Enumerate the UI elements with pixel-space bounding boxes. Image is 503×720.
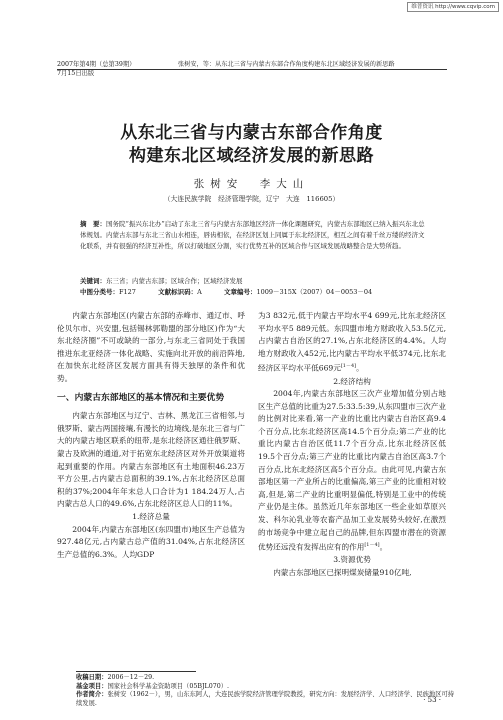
intro-paragraph: 内蒙古东部地区(内蒙古东部的赤峰市、通辽市、呼伦贝尔市、兴安盟,包括锡林郭勒盟的部分地区)作为“大东北经济圈”不可或缺的一部分,与东北三省同处于我国推进东北亚经济一体化战略、实施向北开放的前沿阵地,在加快东北经济区发展方面具有得天独厚的条件和优势。	[57, 311, 245, 383]
affiliation: （大连民族学院 经济管理学院，辽宁 大连 116605）	[163, 195, 340, 203]
page-number: · 53 ·	[423, 696, 441, 704]
publish-date: 7月15日出版	[57, 70, 95, 77]
received-date: 2006－12－29.	[107, 674, 155, 681]
section-heading-1: 一、内蒙古东部地区的基本情况和主要优势	[57, 392, 225, 403]
economic-total-paragraph: 2004年,内蒙古东部地区(东四盟市)地区生产总值为927.48亿元,占内蒙古总产值的31.04%,占东北经济区生产总值的6.3%。人均GDP	[57, 524, 245, 559]
received-label: 收稿日期：	[76, 674, 108, 681]
author-bio-label: 作者简介：	[76, 691, 108, 699]
citation-ref: [1－4]	[340, 363, 357, 370]
subheading-resource-advantage: 3.资源优势	[333, 555, 371, 565]
doc-code-label: 文献标识码：	[158, 288, 198, 296]
keywords-text: 东三省；内蒙古东部；区域合作；区域经济发展	[106, 277, 243, 285]
title-line-2: 构建东北区域经济发展的新思路	[129, 146, 374, 166]
abstract-text: 国务院“振兴东北办”启动了东北三省与内蒙古东部地区经济一体化课题研究，内蒙古东部地区已纳入振兴东北总体规划。内蒙古东部与东北三省山水相连，唇齿相依，在经济区划上同属于东北经济区，相互之间有着千丝万缕的经济文化联系，并有很强的经济互补性，所以打破地区分割，实行优势互补的区域合作与区域发展战略整合是大势所趋。	[80, 220, 425, 250]
resource-paragraph: 内蒙古东部地区已探明煤炭储量910亿吨,	[273, 567, 412, 577]
fund-label: 基金项目：	[76, 682, 108, 690]
citation-ref: [1－4]	[364, 542, 380, 549]
left-column	[57, 310, 245, 561]
abstract-label: 摘 要：	[80, 220, 106, 228]
structure-paragraph: 2004年,内蒙古东部地区三次产业增加值分别占地区生产总值的比重为27.5:33.5:39,从东四盟市三次产业的比例对比来看,第一产业的比重比内蒙古自治区高9.4个百分点,比东北经济区高14.5个百分点;第二产业的比重比内蒙古自治区低11.7个百分点,比东北经济区低19.5个百分点;第三产业的比重比内蒙古自治区高3.7个百分点,比东北经济区高5个百分点。由此可见,内蒙古东部地区第一产业所占的比重偏高,第三产业的比重相对较高,但是,第二产业的比重明显偏低,特别是工业中的传统产业仍是主体。虽然近几年东部地区一些企业如草原兴发、科尔沁乳业等农畜产品加工业发展势头较好,在激烈的市场竞争中建立起自己的品牌,但东四盟市潜在的资源优势还远没有发挥出应有的作用	[258, 389, 446, 552]
title-line-1: 从东北三省与内蒙古东部合作角度	[120, 123, 383, 143]
clc-value: F127	[119, 288, 136, 296]
keywords	[80, 276, 425, 286]
subheading-economic-total: 1.经济总量	[132, 511, 170, 521]
footnote-rule	[76, 671, 196, 672]
running-title: 张树安，等：从东北三省与内蒙古东部合作角度构建东北区域经济发展的新思路	[178, 61, 395, 68]
article-number-label: 文章编号：	[223, 288, 257, 296]
classification-line	[80, 287, 425, 297]
article-number-value: 1009－315X（2007）04－0053－04	[256, 288, 373, 296]
journal-issue: 2007年第4期（总第39期）	[57, 61, 136, 68]
right-column: 为3 832元,低于内蒙古平均水平4 699元,比东北经济区平均水平5 889元低。东四盟市地方财政收入53.5亿元,占内蒙古自治区的27.1%,占东北经济区的4.4%。人均地方财政收入452元,比内蒙古平均水平低374元,比东北经济区平均水平低669元[1－4]。 2.经济结构 2004年,内蒙古东部地区三次产业增加值分别占地区生产总值的比重为27.5:33.5:39,从东四盟市三次产业的比例对比来看,第一产业的比重比内蒙古自治区高9.4个百分点,比东北经济区高14.5个百分点;第二产业的比重比内蒙古自治区低11.7个百分点,比东北经济区低19.5个百分点;第三产业的比重比内蒙古自治区高3.7个百分点,比东北经济区高5个百分点。由此可见,内蒙古东部地区第一产业所占的比重偏高,第三产业的比重相对较高,但是,第二产业的比重明显偏低,特别是工业中的传统产业仍是主体。虽然近几年东部地区一些企业如草原兴发、科尔沁乳业等农畜产品加工业发展势头较好,在激烈的市场竞争中建立起自己的品牌,但东四盟市潜在的资源优势还远没有发挥出应有的作用[1－4]。 3.资源优势 内蒙古东部地区已探明煤炭储量910亿吨,	[258, 310, 446, 580]
watermark: 维普资讯 http://www.cqvip.com	[407, 2, 499, 12]
abstract	[80, 219, 425, 252]
keywords-label: 关键词：	[80, 277, 106, 285]
header-rule	[57, 69, 447, 70]
clc-label: 中图分类号：	[80, 288, 119, 296]
footnote	[76, 674, 456, 708]
author-bio-text: 张树安（1962－），男，山东东阿人，大连民族学院经济管理学院教授，研究方向：发展经济学、人口经济学、民族地区可持续发展.	[76, 691, 455, 707]
subheading-economic-structure: 2.经济结构	[333, 376, 371, 386]
fund-text: 国家社会科学基金资助项目（05BJL070）.	[107, 682, 230, 690]
doc-code-value: A	[197, 288, 202, 296]
section-1-paragraph: 内蒙古东部地区与辽宁、吉林、黑龙江三省相邻,与俄罗斯、蒙古两国接壤,有漫长的边境线,是东北三省与广大的内蒙古地区联系的纽带,是东北经济区通往俄罗斯、蒙古及欧洲的通道,对于拓宽东北经济区对外开放渠道将起到重要的作用。内蒙古东部地区有土地面积46.23万平方公里,占内蒙古总面积的39.1%,占东北经济区总面积的37%;2004年年末总人口合计为1 184.24万人,占内蒙古总人口的49.6%,占东北经济区总人口的11%。	[57, 411, 245, 509]
fiscal-paragraph: 为3 832元,低于内蒙古平均水平4 699元,比东北经济区平均水平5 889元低。东四盟市地方财政收入53.5亿元,占内蒙古自治区的27.1%,占东北经济区的4.4%。人均地方财政收入452元,比内蒙古平均水平低374元,比东北经济区平均水平低669元	[258, 311, 446, 373]
authors: 张树安 李大山	[193, 178, 310, 190]
